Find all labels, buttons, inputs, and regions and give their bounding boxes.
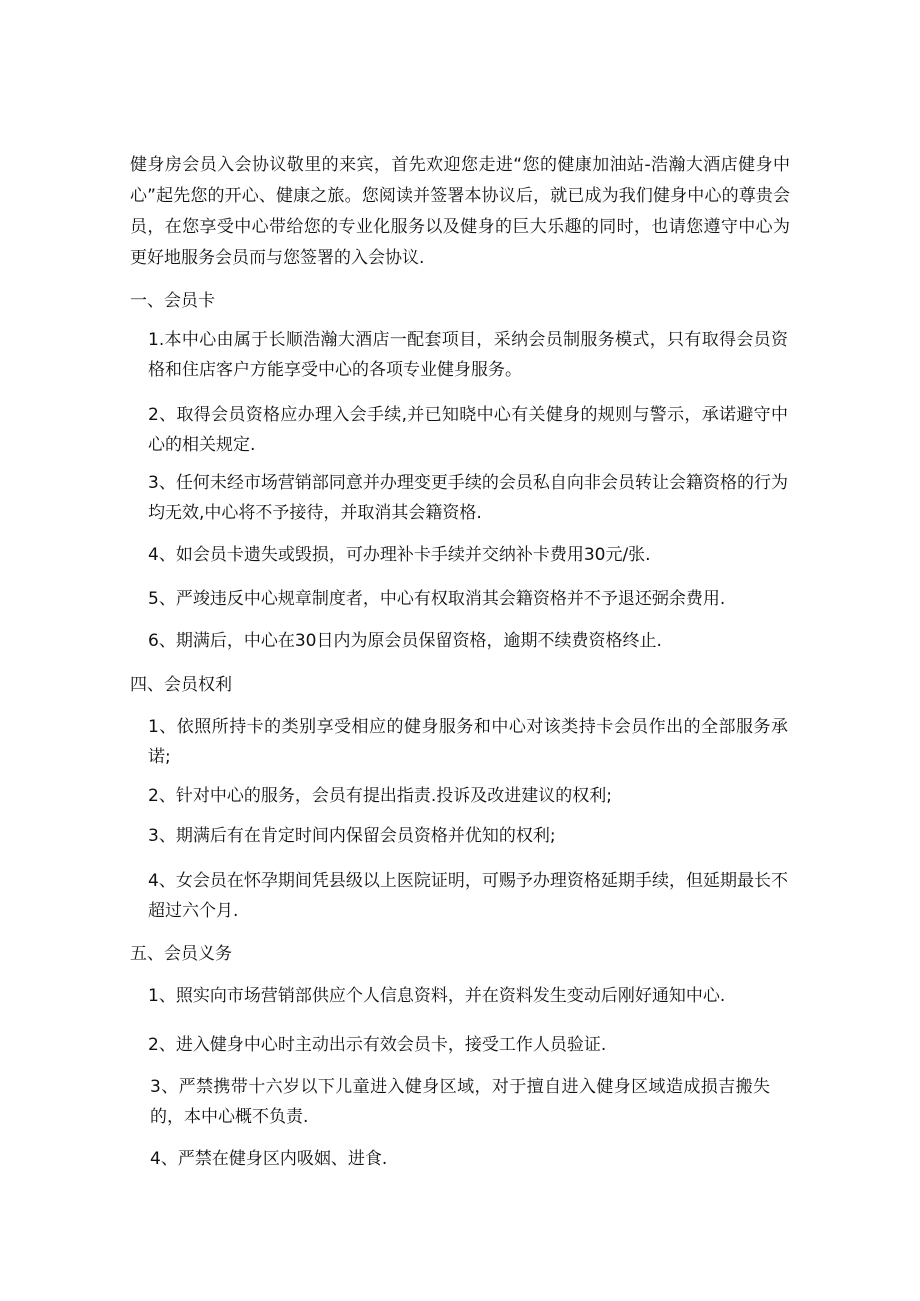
list-item: 6、期满后，中心在30日内为原会员保留资格，逾期不续费资格终止.	[148, 631, 662, 651]
section-heading-member-obligations: 五、会员义务	[130, 944, 232, 964]
list-item: 1、照实向市场营销部供应个人信息资料，并在资料发生变动后刚好通知中心.	[148, 986, 726, 1006]
list-item: 1.本中心由属于长顺浩瀚大酒店一配套项目，采纳会员制服务模式，只有取得会员资格和住店客户方能享受中心的各项专业健身服务。	[148, 330, 788, 380]
section-heading-member-rights: 四、会员权利	[130, 675, 232, 695]
list-item: 3、期满后有在肯定时间内保留会员资格并优知的权利;	[148, 826, 556, 846]
list-item: 2、针对中心的服务，会员有提出指责.投诉及改进建议的权利;	[148, 786, 612, 806]
list-item: 4、女会员在怀孕期间凭县级以上医院证明，可赐予办理资格延期手续，但延期最长不超过六个月.	[148, 871, 788, 921]
list-item: 2、取得会员资格应办理入会手续,并已知晓中心有关健身的规则与警示，承诺避守中心的相关规定.	[148, 405, 788, 455]
list-item: 5、严竣违反中心规章制度者，中心有权取消其会籍资格并不予退还弼余费用.	[148, 589, 726, 609]
list-item: 3、任何未经市场营销部同意并办理变更手续的会员私自向非会员转让会籍资格的行为均无效,中心将不予接待，并取消其会籍资格.	[148, 473, 788, 523]
intro-paragraph: 健身房会员入会协议敬里的来宾，首先欢迎您走进“您的健康加油站-浩瀚大酒店健身中心”起先您的开心、健康之旅。您阅读并签署本协议后，就已成为我们健身中心的尊贵会员，在您享受中心带给您的专业化服务以及健身的巨大乐趣的同时，也请您遵守中心为更好地服务会员而与您签署的入会协议.	[130, 155, 790, 268]
section-heading-membership-card: 一、会员卡	[130, 291, 215, 311]
list-item: 1、依照所持卡的类别享受相应的健身服务和中心对该类持卡会员作出的全部服务承诺;	[148, 717, 788, 767]
list-item: 4、严禁在健身区内吸姻、进食.	[150, 1149, 388, 1169]
list-item: 3、严禁携带十六岁以下儿童进入健身区域，对于擅自进入健身区域造成损吉搬失的，本中心概不负责.	[150, 1077, 770, 1127]
list-item: 4、如会员卡遗失或毁损，可办理补卡手续并交纳补卡费用30元/张.	[148, 545, 651, 565]
list-item: 2、进入健身中心时主动出示有效会员卡，接受工作人员验证.	[148, 1035, 607, 1055]
